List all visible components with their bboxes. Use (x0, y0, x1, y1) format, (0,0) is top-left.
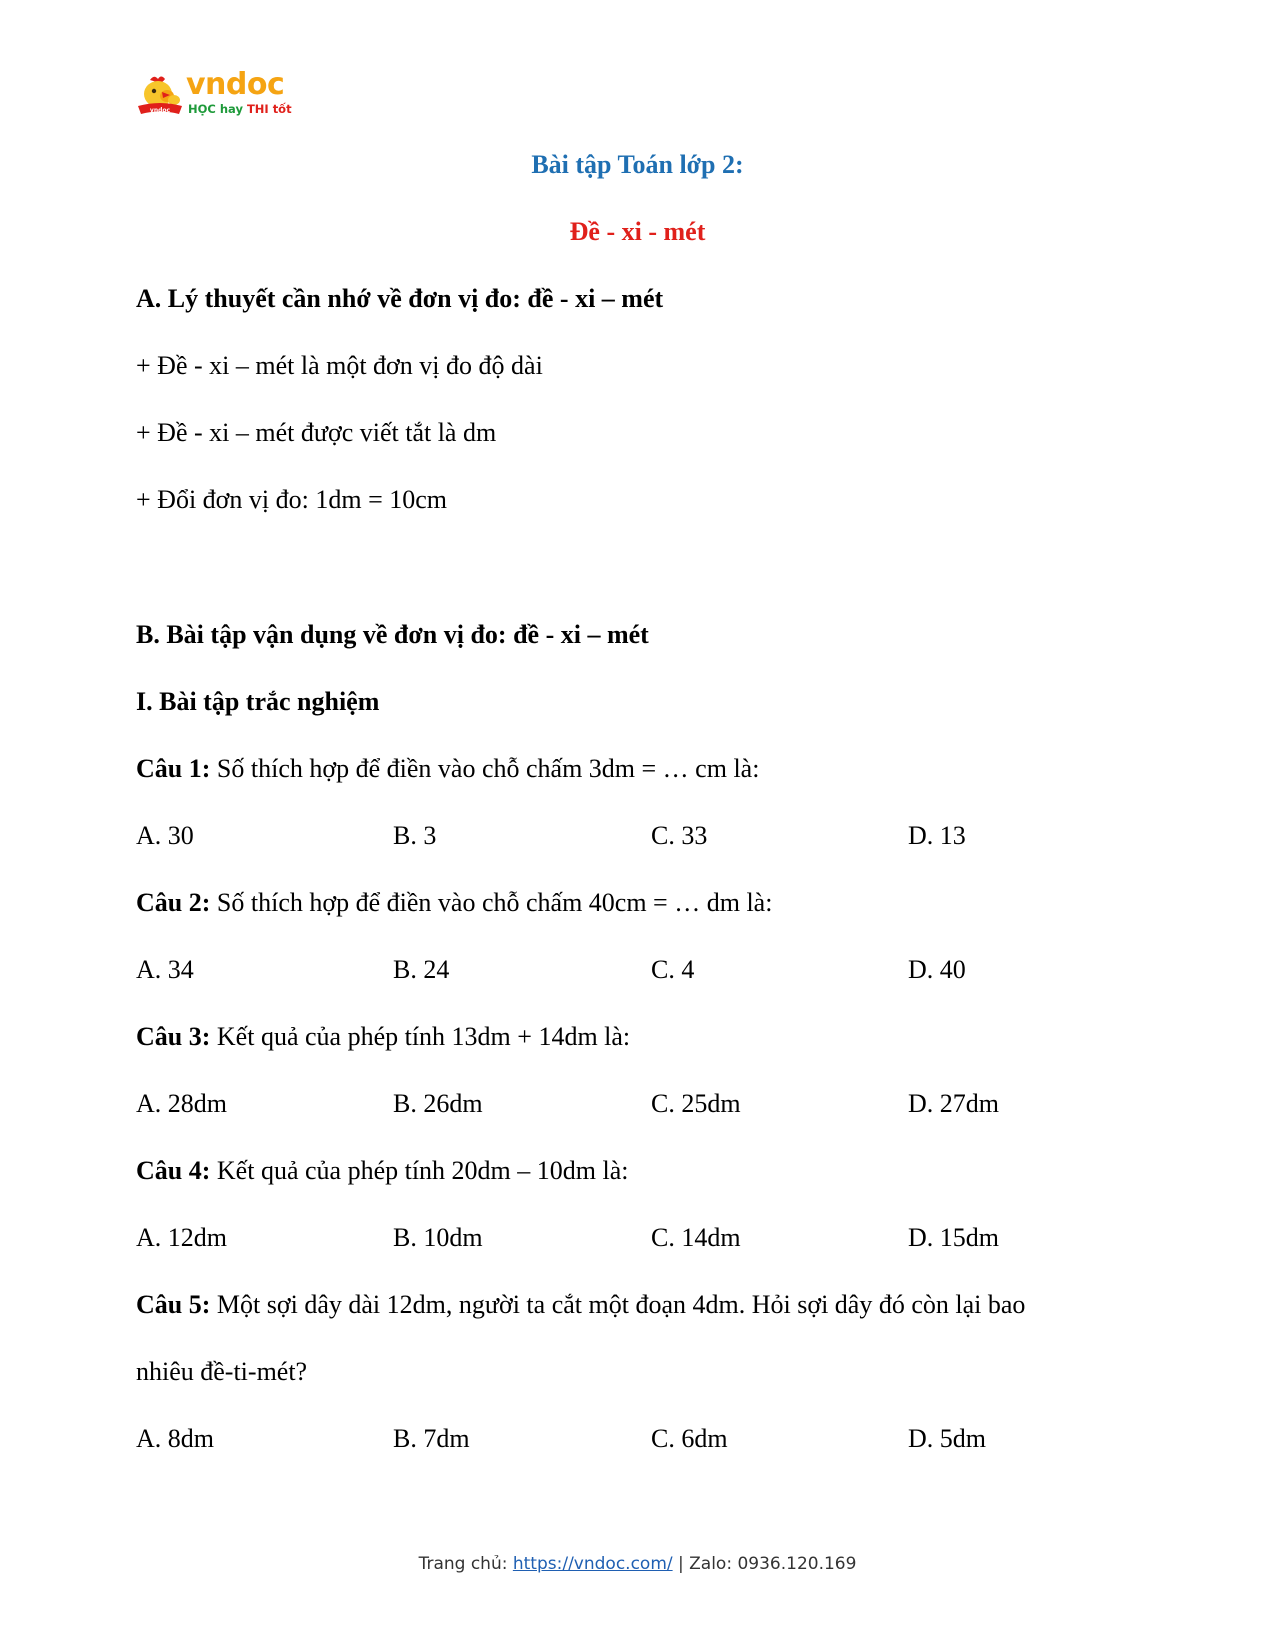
option-b: B. 7dm (393, 1424, 470, 1453)
question-text: Kết quả của phép tính 13dm + 14dm là: (210, 1022, 631, 1051)
question-4-options (136, 1223, 1156, 1253)
question-text: Kết quả của phép tính 20dm – 10dm là: (210, 1156, 629, 1185)
section-a-heading: A. Lý thuyết cần nhớ về đơn vị đo: đề - xi – mét (136, 284, 664, 313)
option-c: C. 6dm (651, 1424, 728, 1453)
option-b: B. 26dm (393, 1089, 483, 1118)
theory-bullet-1: + Đề - xi – mét là một đơn vị đo độ dài (136, 351, 543, 380)
option-b: B. 3 (393, 821, 437, 850)
option-c: C. 33 (651, 821, 708, 850)
option-c: C. 4 (651, 955, 695, 984)
question-label: Câu 3: (136, 1022, 211, 1051)
question-text: Số thích hợp để điền vào chỗ chấm 40cm = … dm là: (210, 888, 773, 917)
option-d: D. 27dm (908, 1089, 999, 1118)
homepage-link[interactable]: https://vndoc.com/ (512, 1554, 673, 1574)
question-5-continuation: nhiêu đề-ti-mét? (136, 1357, 308, 1386)
logo-tagline (188, 102, 292, 116)
question-4 (136, 1156, 629, 1186)
footer-prefix: Trang chủ: (418, 1554, 513, 1574)
option-d: D. 5dm (908, 1424, 986, 1453)
option-a: A. 8dm (136, 1424, 214, 1453)
question-label: Câu 5: (136, 1290, 211, 1319)
footer-contact: | Zalo: 0936.120.169 (672, 1554, 857, 1574)
question-3-options (136, 1089, 1156, 1119)
option-d: D. 13 (908, 821, 966, 850)
option-b: B. 24 (393, 955, 450, 984)
question-5 (136, 1290, 1025, 1320)
question-2-options (136, 955, 1156, 985)
theory-bullet-3: + Đổi đơn vị đo: 1dm = 10cm (136, 485, 448, 514)
vndoc-logo (136, 67, 292, 122)
option-b: B. 10dm (393, 1223, 483, 1252)
option-a: A. 28dm (136, 1089, 227, 1118)
tagline-part1: HỌC hay (188, 102, 247, 116)
question-2 (136, 888, 772, 918)
question-5-options (136, 1424, 1156, 1454)
option-a: A. 12dm (136, 1223, 227, 1252)
question-label: Câu 1: (136, 754, 211, 783)
page-subtitle: Đề - xi - mét (569, 217, 706, 246)
option-c: C. 14dm (651, 1223, 741, 1252)
section-b-heading: B. Bài tập vận dụng về đơn vị đo: đề - xi – mét (136, 620, 649, 649)
question-label: Câu 4: (136, 1156, 211, 1185)
option-a: A. 34 (136, 955, 194, 984)
question-text: Một sợi dây dài 12dm, người ta cắt một đoạn 4dm. Hỏi sợi dây đó còn lại bao (210, 1290, 1026, 1319)
question-label: Câu 2: (136, 888, 211, 917)
logo-wordmark: vndoc (186, 67, 285, 102)
svg-text:vndoc: vndoc (149, 107, 171, 114)
chicken-mascot-icon (136, 74, 184, 118)
multiple-choice-heading: I. Bài tập trắc nghiệm (136, 687, 380, 716)
option-d: D. 40 (908, 955, 966, 984)
tagline-part2: THI tốt (246, 102, 292, 116)
page-title: Bài tập Toán lớp 2: (531, 150, 744, 179)
option-c: C. 25dm (651, 1089, 741, 1118)
option-a: A. 30 (136, 821, 194, 850)
theory-bullet-2: + Đề - xi – mét được viết tắt là dm (136, 418, 497, 447)
question-3 (136, 1022, 630, 1052)
question-1-options (136, 821, 1156, 851)
question-1 (136, 754, 759, 784)
page-footer (0, 1553, 1275, 1575)
option-d: D. 15dm (908, 1223, 999, 1252)
question-text: Số thích hợp để điền vào chỗ chấm 3dm = … cm là: (210, 754, 760, 783)
